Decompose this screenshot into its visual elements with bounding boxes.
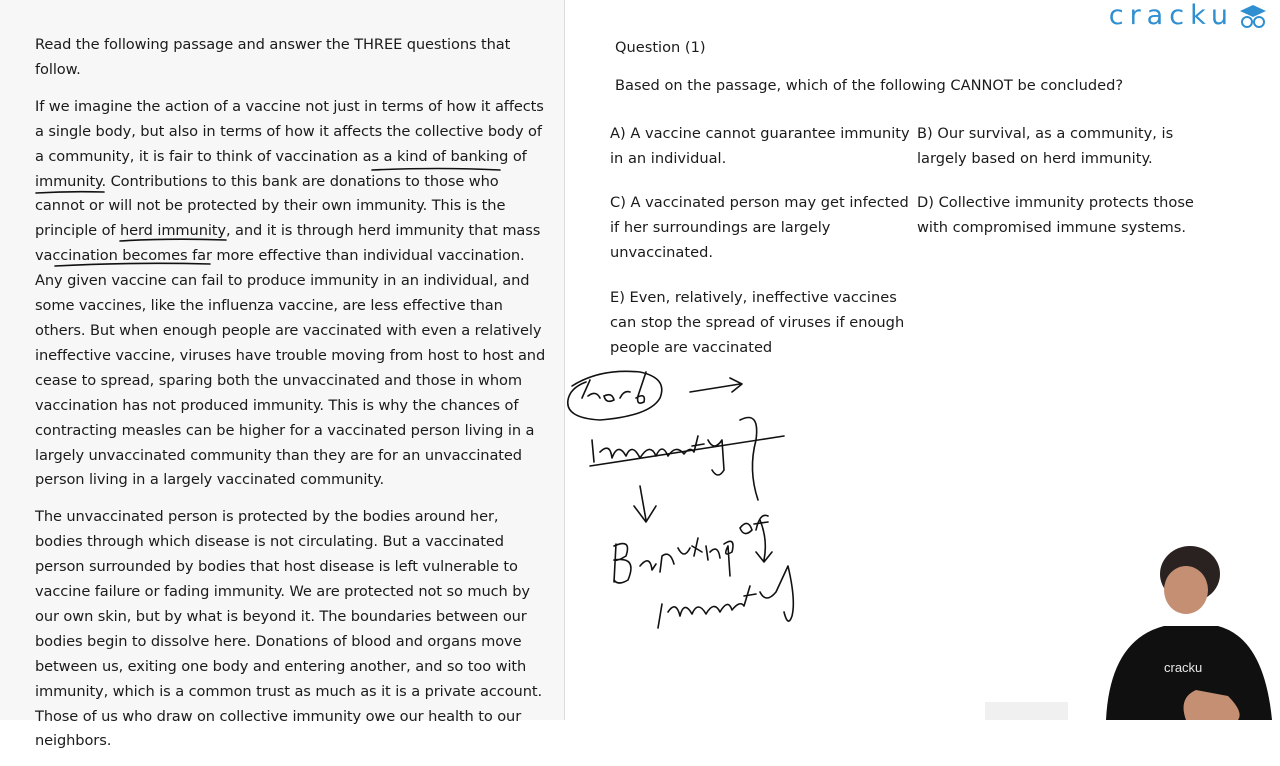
cracku-logo [1109,0,1268,31]
passage-paragraph-1: If we imagine the action of a vaccine not just in terms of how it affects a single body, but also in terms of how it affects the collective body of a community, it is fair to think of vaccination as a kind of banking of immunity. Contributions to this bank are donations to those who cannot or will not be protected by their own immunity. This is the principle of herd immunity, and it is through herd immunity that mass vaccination becomes far more effective than individual vaccination. Any given vaccine can fail to produce immunity in an individual, and some vaccines, like the influenza vaccine, are less effective than others. But when enough people are vaccinated with even a relatively ineffective vaccine, viruses have trouble moving from host to host and cease to spread, sparing both the unvaccinated and those in whom vaccination has not produced immunity. This is why the chances of contracting measles can be higher for a vaccinated person living in a largely unvaccinated community than they are for an unvaccinated person living in a largely vaccinated community. [35,97,546,489]
option-d[interactable]: D) Collective immunity protects those with compromised immune systems. [917,194,1194,236]
shirt-logo: cracku [1164,660,1203,675]
presenter-video [1068,522,1280,720]
passage-text [35,33,549,766]
passage-paragraph-2: The unvaccinated person is protected by the bodies around her, bodies through which disease is not circulating. But a vaccinated person surrounded by bodies that host disease is left vulnerable to vaccine failure or fading immunity. We are protected not so much by our own skin, but by what is beyond it. The boundaries between our bodies begin to dissolve here. Donations of blood and organs move between us, exiting one body and entering another, and so too with immunity, which is a common trust as much as it is a private account. Those of us who draw on collective immunity owe our health to our neighbors. [35,508,543,750]
option-e[interactable]: E) Even, relatively, ineffective vaccines can stop the spread of viruses if enough people are vaccinated [610,289,905,356]
option-a[interactable]: A) A vaccine cannot guarantee immunity in an individual. [610,125,910,167]
passage-instruction: Read the following passage and answer the THREE questions that follow. [35,36,511,78]
logo-text: cracku [1108,0,1234,31]
option-c[interactable]: C) A vaccinated person may get infected if her surroundings are largely unvaccinated. [610,194,909,261]
graduation-cap-icon [1238,3,1268,29]
passage-pane [0,0,564,750]
option-b[interactable]: B) Our survival, as a community, is largely based on herd immunity. [917,125,1174,167]
question-number: Question (1) [615,39,706,56]
question-text: Based on the passage, which of the following CANNOT be concluded? [615,77,1124,94]
